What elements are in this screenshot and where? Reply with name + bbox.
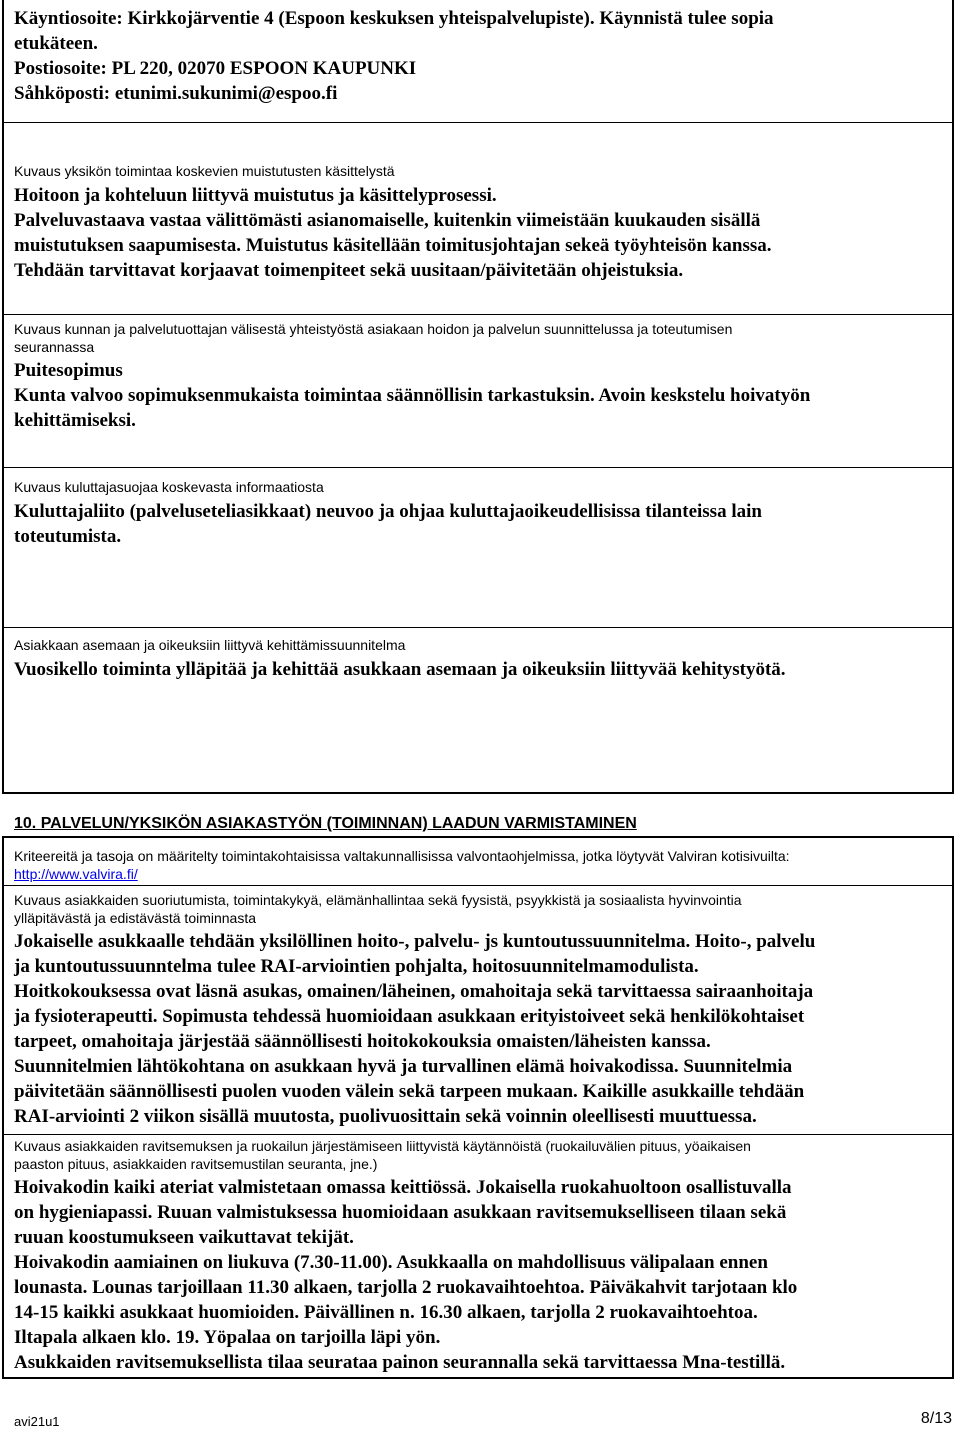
cooperation-line3: kehittämiseksi. [14,410,136,431]
nutrition-cell [4,1135,952,1377]
functioning-label-line1: Kuvaus asiakkaiden suoriutumista, toimintakykyä, elämänhallintaa sekä fyysistä, psyykkistä ja sosiaalista hyvinvointia [14,892,742,908]
nutrition-line5: lounasta. Lounas tarjoillaan 11.30 alkaen, tarjolla 2 ruokavaihtoehtoa. Päiväkahvit tarjotaan klo [14,1277,798,1298]
email-address: Såhköposti: etunimi.sukunimi@espoo.fi [14,83,338,104]
visiting-address-line1: Käyntiosoite: Kirkkojärventie 4 (Espoon keskuksen yhteispalvelupiste). Käynnistä tulee sopia [14,8,774,29]
footer-doc-code: avi21u1 [14,1414,60,1429]
complaints-line4: Tehdään tarvittavat korjaavat toimenpiteet sekä uusitaan/päivitetään ohjeistuksia. [14,260,684,281]
functioning-line7: päivitetään säännöllisesti puolen vuoden välein sekä tarpeen mukaan. Kaikille asukkaille tehdään [14,1081,805,1102]
complaints-label: Kuvaus yksikön toimintaa koskevien muistutusten käsittelystä [14,163,395,179]
nutrition-line2: on hygieniapassi. Ruuan valmistuksessa huomioidaan asukkaan ravitsemukselliseen tilaan sekä [14,1202,787,1223]
valvira-link[interactable]: http://www.valvira.fi/ [14,866,138,882]
cooperation-label-line2: seurannassa [14,339,95,355]
nutrition-label-line1: Kuvaus asiakkaiden ravitsemuksen ja ruokailun järjestämiseen liittyvistä käytännöistä (ruokailuvälien pituus, yöaikaisen [14,1138,751,1154]
nutrition-line3: ruuan koostumukseen vaikuttavat tekijät. [14,1227,354,1248]
rights-line1: Vuosikello toiminta ylläpitää ja kehittää asukkaan asemaan ja oikeuksiin liittyvää kehitystyötä. [14,659,786,680]
footer-page-number: 8/13 [920,1410,952,1427]
complaints-line2: Palveluvastaava vastaa välittömästi asianomaiselle, kuitenkin viimeistään kuukauden sisällä [14,210,761,231]
consumer-line1: Kuluttajaliito (palveluseteliasikkaat) neuvoo ja ohjaa kuluttajaoikeudellisissa tilanteissa lain [14,501,762,522]
quality-section-box [2,836,954,1379]
complaints-line3: muistutuksen saapumisesta. Muistutus käsitellään toimitusjohtajan sekeä työyhteisön kanssa. [14,235,772,256]
functioning-line2: ja kuntoutussuunntelma tulee RAI-arviointien pohjalta, hoitosuunnitelmamodulista. [14,956,699,977]
nutrition-line1: Hoivakodin kaiki ateriat valmistetaan omassa keittiössä. Jokaisella ruokahuoltoon osallistuvalla [14,1177,792,1198]
top-section-box [2,0,954,794]
nutrition-line7: Iltapala alkaen klo. 19. Yöpalaa on tarjoilla läpi yön. [14,1327,441,1348]
functioning-line1: Jokaiselle asukkaalle tehdään yksilöllinen hoito-, palvelu- js kuntoutussuunnitelma. Hoito-, palvelu [14,931,816,952]
cooperation-label-line1: Kuvaus kunnan ja palvelutuottajan välisestä yhteistyöstä asiakaan hoidon ja palvelun suunnittelussa ja toteutumisen [14,321,733,337]
criteria-cell [4,838,952,886]
functioning-line4: ja fysioterapeutti. Sopimusta tehdessä huomioidaan asukkaan erityistoiveet sekä henkilökohtaiset [14,1006,805,1027]
visiting-address-line2: etukäteen. [14,33,98,54]
contact-cell [4,0,952,123]
criteria-text: Kriteereitä ja tasoja on määritelty toimintakohtaisissa valtakunnallisissa valvontaohjelmissa, jotka löytyvät Valviran kotisivuilta: [14,848,790,864]
nutrition-line8: Asukkaiden ravitsemuksellista tilaa seurataa painon seurannalla sekä tarvittaessa Mna-testillä. [14,1352,786,1373]
nutrition-label-line2: paaston pituus, asiakkaiden ravitsemustilan seuranta, jne.) [14,1156,378,1172]
rights-cell [4,628,952,792]
complaints-line1: Hoitoon ja kohteluun liittyvä muistutus ja käsittelyprosessi. [14,185,497,206]
consumer-cell [4,468,952,628]
nutrition-line6: 14-15 kaikki asukkaat huomioiden. Päivällinen n. 16.30 alkaen, tarjolla 2 ruokavaihtoehtoa. [14,1302,758,1323]
functioning-line3: Hoitkokouksessa ovat läsnä asukas, omainen/läheinen, omahoitaja sekä tarvittaessa sairaanhoitaja [14,981,814,1002]
nutrition-line4: Hoivakodin aamiainen on liukuva (7.30-11.00). Asukkaalla on mahdollisuus välipalaan ennen [14,1252,768,1273]
postal-address: Postiosoite: PL 220, 02070 ESPOON KAUPUNKI [14,58,417,79]
cooperation-line2: Kunta valvoo sopimuksenmukaista toimintaa säännöllisin tarkastuksin. Avoin keskstelu hoivatyön [14,385,811,406]
functioning-cell [4,886,952,1135]
functioning-line6: Suunnitelmien lähtökohtana on asukkaan hyvä ja turvallinen elämä hoivakodissa. Suunnitelmia [14,1056,793,1077]
functioning-label-line2: ylläpitävästä ja edistävästä toiminnasta [14,910,257,926]
section-heading: 10. PALVELUN/YKSIKÖN ASIAKASTYÖN (TOIMINNAN) LAADUN VARMISTAMINEN [14,815,637,832]
complaints-cell [4,123,952,315]
functioning-line5: tarpeet, omahoitaja järjestää säännöllisesti hoitokokouksia omaisten/läheisten kanssa. [14,1031,711,1052]
cooperation-cell [4,315,952,468]
rights-label: Asiakkaan asemaan ja oikeuksiin liittyvä kehittämissuunnitelma [14,637,406,653]
consumer-line2: toteutumista. [14,526,122,547]
cooperation-line1: Puitesopimus [14,360,123,381]
functioning-line8: RAI-arviointi 2 viikon sisällä muutosta, puolivuosittain sekä voinnin oleellisesti muuttuessa. [14,1106,757,1127]
consumer-label: Kuvaus kuluttajasuojaa koskevasta informaatiosta [14,479,324,495]
